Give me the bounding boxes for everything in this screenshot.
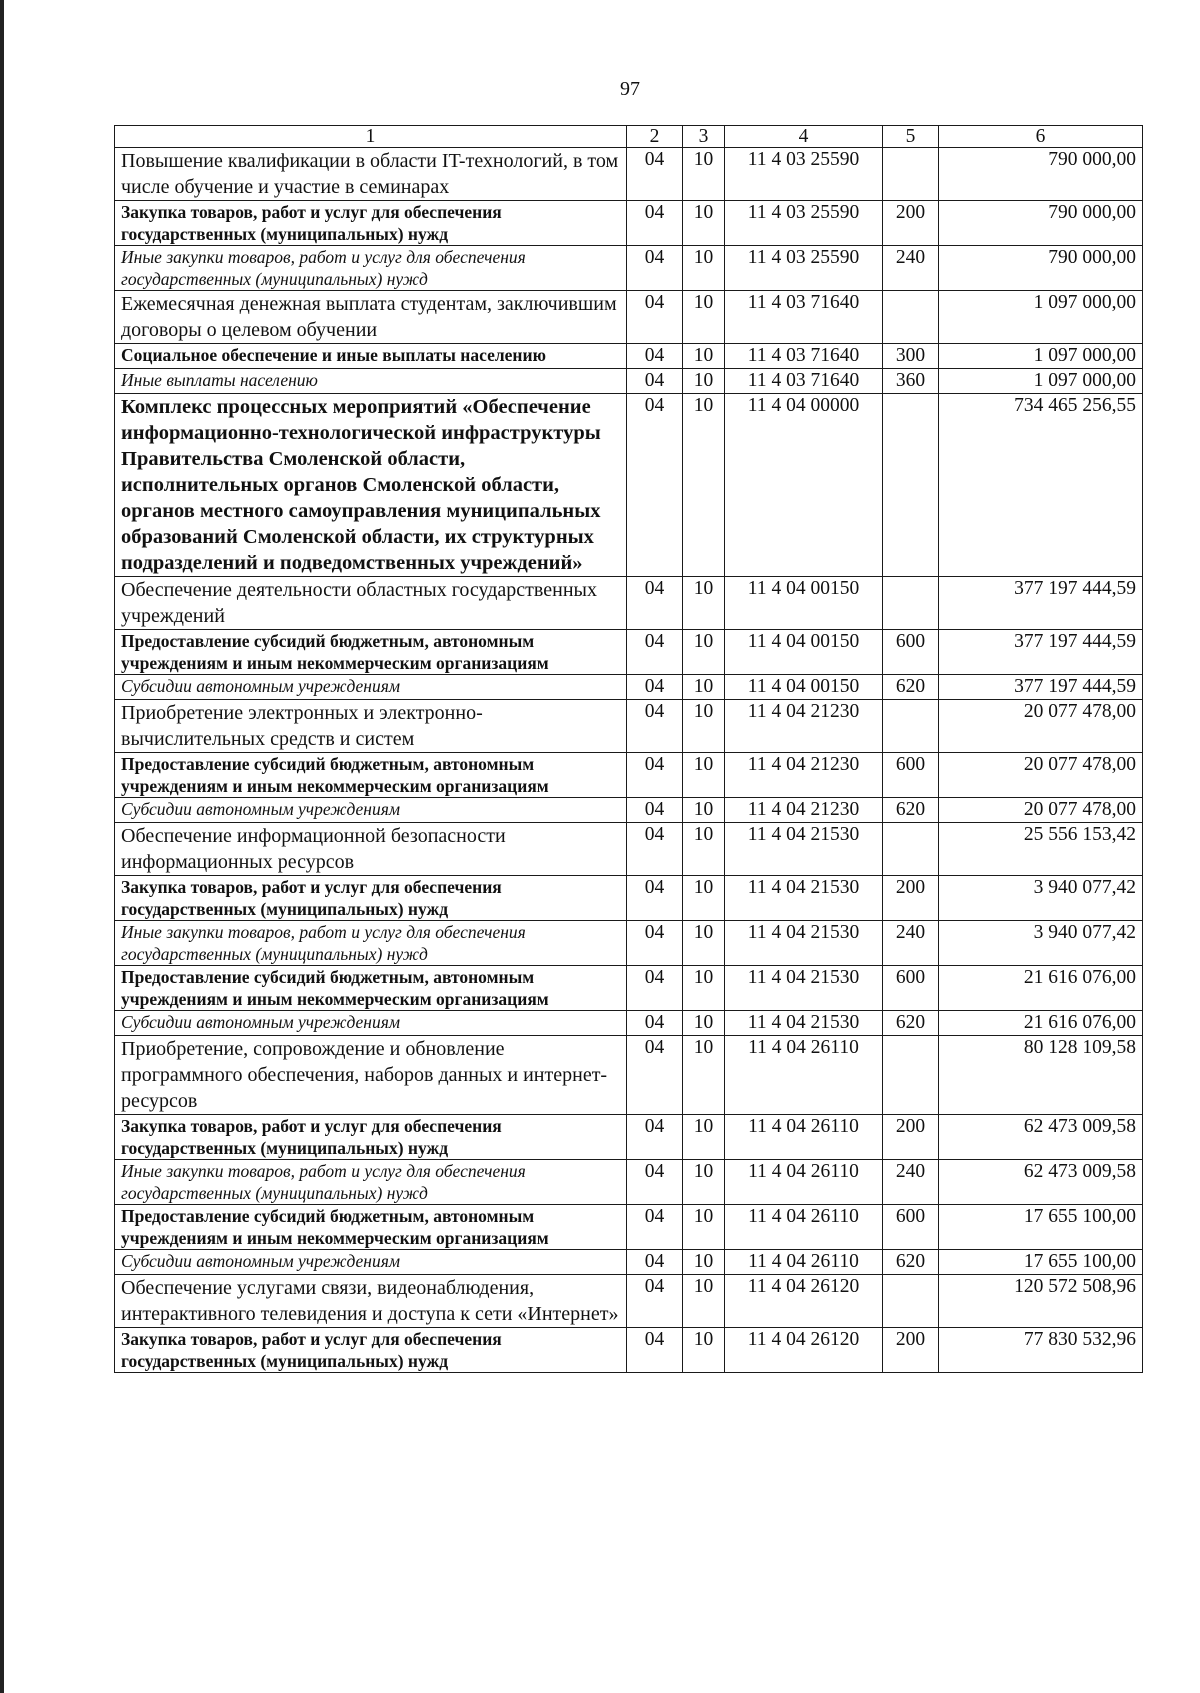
expense-type-cell: 200 xyxy=(883,201,939,246)
table-row xyxy=(115,1160,1143,1205)
section-code-cell: 04 xyxy=(627,798,683,823)
row-name-cell: Комплекс процессных мероприятий «Обеспечение информационно-технологической инфраструктуры Правительства Смоленской области, исполнительных органов Смоленской области, органов местного самоуправления муниципальных образований Смоленской области, их структурных подразделений и подведомственных учреждений» xyxy=(115,394,627,577)
row-name-cell: Закупка товаров, работ и услуг для обеспечения государственных (муниципальных) нужд xyxy=(115,876,627,921)
amount-cell: 377 197 444,59 xyxy=(939,630,1143,675)
section-code-cell: 04 xyxy=(627,148,683,201)
amount-cell: 790 000,00 xyxy=(939,246,1143,291)
expense-type-cell xyxy=(883,148,939,201)
page-number: 97 xyxy=(620,78,640,100)
expense-type-cell: 600 xyxy=(883,630,939,675)
target-article-cell: 11 4 04 26110 xyxy=(725,1250,883,1275)
expense-type-cell: 620 xyxy=(883,1250,939,1275)
table-row xyxy=(115,823,1143,876)
row-name-cell: Иные закупки товаров, работ и услуг для обеспечения государственных (муниципальных) нужд xyxy=(115,921,627,966)
row-name-cell: Ежемесячная денежная выплата студентам, заключившим договоры о целевом обучении xyxy=(115,291,627,344)
amount-cell: 1 097 000,00 xyxy=(939,344,1143,369)
amount-cell: 377 197 444,59 xyxy=(939,577,1143,630)
target-article-cell: 11 4 04 26110 xyxy=(725,1160,883,1205)
section-code-cell: 04 xyxy=(627,1275,683,1328)
subsection-code-cell: 10 xyxy=(683,823,725,876)
expense-type-cell xyxy=(883,1036,939,1115)
section-code-cell: 04 xyxy=(627,630,683,675)
row-name-cell: Субсидии автономным учреждениям xyxy=(115,798,627,823)
subsection-code-cell: 10 xyxy=(683,577,725,630)
subsection-code-cell: 10 xyxy=(683,148,725,201)
table-row xyxy=(115,1036,1143,1115)
table-row xyxy=(115,753,1143,798)
row-name-cell: Иные закупки товаров, работ и услуг для обеспечения государственных (муниципальных) нужд xyxy=(115,1160,627,1205)
target-article-cell: 11 4 04 21230 xyxy=(725,753,883,798)
row-name-cell: Иные закупки товаров, работ и услуг для обеспечения государственных (муниципальных) нужд xyxy=(115,246,627,291)
table-row xyxy=(115,1011,1143,1036)
subsection-code-cell: 10 xyxy=(683,1160,725,1205)
scan-edge xyxy=(0,0,4,1693)
amount-cell: 1 097 000,00 xyxy=(939,369,1143,394)
subsection-code-cell: 10 xyxy=(683,394,725,577)
table-row xyxy=(115,798,1143,823)
table-row xyxy=(115,966,1143,1011)
amount-cell: 80 128 109,58 xyxy=(939,1036,1143,1115)
amount-cell: 1 097 000,00 xyxy=(939,291,1143,344)
amount-cell: 77 830 532,96 xyxy=(939,1328,1143,1373)
section-code-cell: 04 xyxy=(627,1011,683,1036)
table-row xyxy=(115,291,1143,344)
target-article-cell: 11 4 04 21530 xyxy=(725,876,883,921)
target-article-cell: 11 4 04 00150 xyxy=(725,630,883,675)
subsection-code-cell: 10 xyxy=(683,921,725,966)
table-row xyxy=(115,1250,1143,1275)
row-name-cell: Приобретение электронных и электронно-вычислительных средств и систем xyxy=(115,700,627,753)
section-code-cell: 04 xyxy=(627,1205,683,1250)
target-article-cell: 11 4 03 71640 xyxy=(725,291,883,344)
target-article-cell: 11 4 04 26110 xyxy=(725,1115,883,1160)
target-article-cell: 11 4 03 25590 xyxy=(725,201,883,246)
section-code-cell: 04 xyxy=(627,201,683,246)
expense-type-cell: 600 xyxy=(883,1205,939,1250)
column-header: 4 xyxy=(725,126,883,148)
table-row xyxy=(115,700,1143,753)
subsection-code-cell: 10 xyxy=(683,675,725,700)
section-code-cell: 04 xyxy=(627,700,683,753)
target-article-cell: 11 4 04 26120 xyxy=(725,1328,883,1373)
subsection-code-cell: 10 xyxy=(683,630,725,675)
target-article-cell: 11 4 04 00000 xyxy=(725,394,883,577)
table-row xyxy=(115,369,1143,394)
row-name-cell: Закупка товаров, работ и услуг для обеспечения государственных (муниципальных) нужд xyxy=(115,201,627,246)
target-article-cell: 11 4 03 25590 xyxy=(725,246,883,291)
target-article-cell: 11 4 03 71640 xyxy=(725,344,883,369)
table-row xyxy=(115,876,1143,921)
target-article-cell: 11 4 04 00150 xyxy=(725,675,883,700)
section-code-cell: 04 xyxy=(627,1328,683,1373)
row-name-cell: Приобретение, сопровождение и обновление программного обеспечения, наборов данных и интернет-ресурсов xyxy=(115,1036,627,1115)
amount-cell: 62 473 009,58 xyxy=(939,1160,1143,1205)
table-row xyxy=(115,1275,1143,1328)
section-code-cell: 04 xyxy=(627,394,683,577)
target-article-cell: 11 4 04 21530 xyxy=(725,966,883,1011)
target-article-cell: 11 4 04 21530 xyxy=(725,921,883,966)
section-code-cell: 04 xyxy=(627,291,683,344)
budget-table xyxy=(114,125,1143,1373)
row-name-cell: Социальное обеспечение и иные выплаты населению xyxy=(115,344,627,369)
table-row xyxy=(115,344,1143,369)
target-article-cell: 11 4 04 21530 xyxy=(725,823,883,876)
row-name-cell: Предоставление субсидий бюджетным, автономным учреждениям и иным некоммерческим организациям xyxy=(115,753,627,798)
expense-type-cell: 200 xyxy=(883,1115,939,1160)
expense-type-cell: 620 xyxy=(883,798,939,823)
section-code-cell: 04 xyxy=(627,823,683,876)
target-article-cell: 11 4 03 71640 xyxy=(725,369,883,394)
section-code-cell: 04 xyxy=(627,675,683,700)
amount-cell: 3 940 077,42 xyxy=(939,876,1143,921)
amount-cell: 20 077 478,00 xyxy=(939,798,1143,823)
row-name-cell: Закупка товаров, работ и услуг для обеспечения государственных (муниципальных) нужд xyxy=(115,1115,627,1160)
subsection-code-cell: 10 xyxy=(683,344,725,369)
expense-type-cell: 360 xyxy=(883,369,939,394)
subsection-code-cell: 10 xyxy=(683,291,725,344)
target-article-cell: 11 4 04 21230 xyxy=(725,798,883,823)
expense-type-cell xyxy=(883,700,939,753)
row-name-cell: Обеспечение информационной безопасности информационных ресурсов xyxy=(115,823,627,876)
expense-type-cell: 240 xyxy=(883,246,939,291)
amount-cell: 20 077 478,00 xyxy=(939,753,1143,798)
table-row xyxy=(115,246,1143,291)
subsection-code-cell: 10 xyxy=(683,1328,725,1373)
table-row xyxy=(115,577,1143,630)
section-code-cell: 04 xyxy=(627,1250,683,1275)
section-code-cell: 04 xyxy=(627,1036,683,1115)
row-name-cell: Закупка товаров, работ и услуг для обеспечения государственных (муниципальных) нужд xyxy=(115,1328,627,1373)
section-code-cell: 04 xyxy=(627,1160,683,1205)
expense-type-cell: 300 xyxy=(883,344,939,369)
table-row xyxy=(115,921,1143,966)
section-code-cell: 04 xyxy=(627,1115,683,1160)
subsection-code-cell: 10 xyxy=(683,876,725,921)
row-name-cell: Субсидии автономным учреждениям xyxy=(115,1250,627,1275)
table-row xyxy=(115,675,1143,700)
column-header-row xyxy=(115,126,1143,148)
amount-cell: 25 556 153,42 xyxy=(939,823,1143,876)
column-header: 6 xyxy=(939,126,1143,148)
target-article-cell: 11 4 03 25590 xyxy=(725,148,883,201)
section-code-cell: 04 xyxy=(627,876,683,921)
expense-type-cell: 620 xyxy=(883,1011,939,1036)
subsection-code-cell: 10 xyxy=(683,1205,725,1250)
expense-type-cell xyxy=(883,291,939,344)
amount-cell: 20 077 478,00 xyxy=(939,700,1143,753)
subsection-code-cell: 10 xyxy=(683,1115,725,1160)
table-row xyxy=(115,394,1143,577)
subsection-code-cell: 10 xyxy=(683,753,725,798)
amount-cell: 17 655 100,00 xyxy=(939,1205,1143,1250)
table-row xyxy=(115,630,1143,675)
row-name-cell: Иные выплаты населению xyxy=(115,369,627,394)
amount-cell: 21 616 076,00 xyxy=(939,966,1143,1011)
subsection-code-cell: 10 xyxy=(683,246,725,291)
row-name-cell: Субсидии автономным учреждениям xyxy=(115,675,627,700)
subsection-code-cell: 10 xyxy=(683,369,725,394)
expense-type-cell: 240 xyxy=(883,1160,939,1205)
subsection-code-cell: 10 xyxy=(683,700,725,753)
section-code-cell: 04 xyxy=(627,369,683,394)
expense-type-cell: 620 xyxy=(883,675,939,700)
row-name-cell: Обеспечение деятельности областных государственных учреждений xyxy=(115,577,627,630)
target-article-cell: 11 4 04 00150 xyxy=(725,577,883,630)
section-code-cell: 04 xyxy=(627,344,683,369)
section-code-cell: 04 xyxy=(627,921,683,966)
section-code-cell: 04 xyxy=(627,246,683,291)
row-name-cell: Предоставление субсидий бюджетным, автономным учреждениям и иным некоммерческим организациям xyxy=(115,630,627,675)
expense-type-cell: 200 xyxy=(883,1328,939,1373)
expense-type-cell xyxy=(883,1275,939,1328)
amount-cell: 734 465 256,55 xyxy=(939,394,1143,577)
table-row xyxy=(115,1328,1143,1373)
section-code-cell: 04 xyxy=(627,753,683,798)
target-article-cell: 11 4 04 26110 xyxy=(725,1036,883,1115)
table-row xyxy=(115,201,1143,246)
table-row xyxy=(115,1115,1143,1160)
subsection-code-cell: 10 xyxy=(683,201,725,246)
column-header: 5 xyxy=(883,126,939,148)
row-name-cell: Предоставление субсидий бюджетным, автономным учреждениям и иным некоммерческим организациям xyxy=(115,1205,627,1250)
subsection-code-cell: 10 xyxy=(683,966,725,1011)
budget-table-body xyxy=(115,126,1143,1373)
target-article-cell: 11 4 04 26120 xyxy=(725,1275,883,1328)
row-name-cell: Субсидии автономным учреждениям xyxy=(115,1011,627,1036)
row-name-cell: Предоставление субсидий бюджетным, автономным учреждениям и иным некоммерческим организациям xyxy=(115,966,627,1011)
row-name-cell: Обеспечение услугами связи, видеонаблюдения, интерактивного телевидения и доступа к сети «Интернет» xyxy=(115,1275,627,1328)
target-article-cell: 11 4 04 21530 xyxy=(725,1011,883,1036)
amount-cell: 120 572 508,96 xyxy=(939,1275,1143,1328)
column-header: 2 xyxy=(627,126,683,148)
expense-type-cell: 600 xyxy=(883,966,939,1011)
section-code-cell: 04 xyxy=(627,577,683,630)
subsection-code-cell: 10 xyxy=(683,1275,725,1328)
expense-type-cell: 240 xyxy=(883,921,939,966)
target-article-cell: 11 4 04 21230 xyxy=(725,700,883,753)
subsection-code-cell: 10 xyxy=(683,1036,725,1115)
expense-type-cell xyxy=(883,577,939,630)
table-row xyxy=(115,1205,1143,1250)
amount-cell: 790 000,00 xyxy=(939,201,1143,246)
column-header: 3 xyxy=(683,126,725,148)
row-name-cell: Повышение квалификации в области IT-технологий, в том числе обучение и участие в семинарах xyxy=(115,148,627,201)
amount-cell: 377 197 444,59 xyxy=(939,675,1143,700)
amount-cell: 62 473 009,58 xyxy=(939,1115,1143,1160)
subsection-code-cell: 10 xyxy=(683,1250,725,1275)
amount-cell: 3 940 077,42 xyxy=(939,921,1143,966)
expense-type-cell xyxy=(883,823,939,876)
target-article-cell: 11 4 04 26110 xyxy=(725,1205,883,1250)
expense-type-cell: 600 xyxy=(883,753,939,798)
table-row xyxy=(115,148,1143,201)
expense-type-cell: 200 xyxy=(883,876,939,921)
amount-cell: 17 655 100,00 xyxy=(939,1250,1143,1275)
expense-type-cell xyxy=(883,394,939,577)
amount-cell: 21 616 076,00 xyxy=(939,1011,1143,1036)
subsection-code-cell: 10 xyxy=(683,1011,725,1036)
section-code-cell: 04 xyxy=(627,966,683,1011)
subsection-code-cell: 10 xyxy=(683,798,725,823)
amount-cell: 790 000,00 xyxy=(939,148,1143,201)
column-header: 1 xyxy=(115,126,627,148)
